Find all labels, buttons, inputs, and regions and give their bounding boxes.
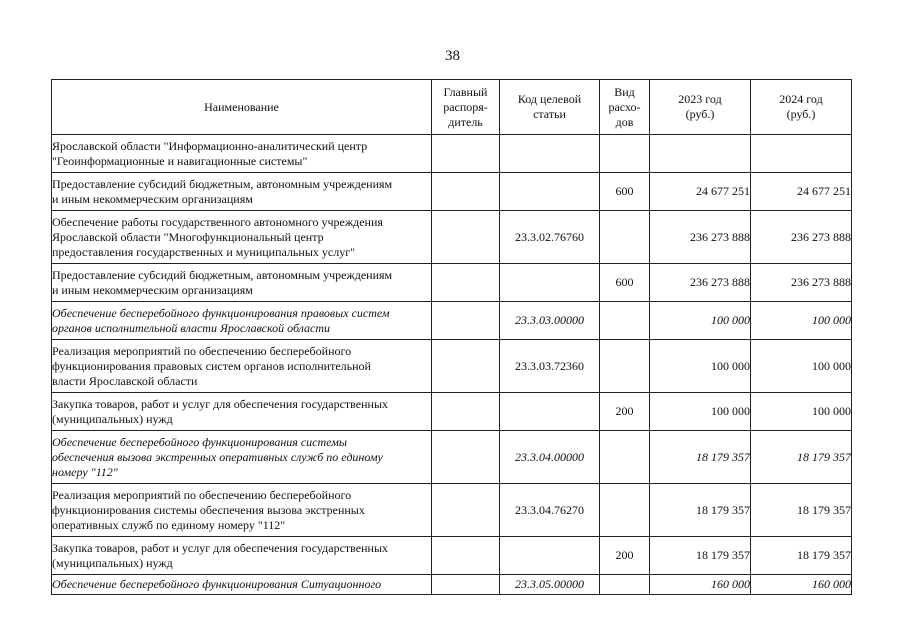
header-kind: Вид расхо- дов	[600, 80, 650, 135]
table-header-row	[52, 80, 852, 135]
row-kind: 200	[600, 393, 650, 431]
header-chief: Главный распоря- дитель	[432, 80, 500, 135]
row-name-line: Ярославской области "Информационно-аналитический центр	[52, 138, 368, 153]
table-row	[52, 211, 852, 264]
row-kind	[600, 302, 650, 340]
row-name-line: власти Ярославской области	[52, 373, 198, 388]
row-amount-2023: 100 000	[650, 393, 751, 431]
row-name	[52, 575, 432, 595]
row-name-line: номеру "112"	[52, 464, 118, 479]
row-code: 23.3.05.00000	[500, 575, 600, 595]
header-2024: 2024 год (руб.)	[751, 80, 852, 135]
row-code: 23.3.04.00000	[500, 431, 600, 484]
row-amount-2023: 160 000	[650, 575, 751, 595]
row-name-line: органов исполнительной власти Ярославской области	[52, 320, 331, 335]
row-amount-2024: 18 179 357	[751, 431, 852, 484]
header-code: Код целевой статьи	[500, 80, 600, 135]
row-chief	[432, 211, 500, 264]
row-code	[500, 393, 600, 431]
row-name	[52, 302, 432, 340]
row-code: 23.3.03.00000	[500, 302, 600, 340]
row-chief	[432, 302, 500, 340]
row-kind	[600, 575, 650, 595]
row-name-line: Обеспечение бесперебойного функционирования системы	[52, 434, 347, 449]
row-name-line: (муниципальных) нужд	[52, 555, 173, 570]
row-amount-2024: 24 677 251	[751, 173, 852, 211]
row-amount-2024: 236 273 888	[751, 211, 852, 264]
row-amount-2023	[650, 135, 751, 173]
table-row	[52, 393, 852, 431]
header-2023: 2023 год (руб.)	[650, 80, 751, 135]
row-amount-2023: 100 000	[650, 302, 751, 340]
row-name-line: "Геоинформационные и навигационные системы"	[52, 153, 308, 168]
row-kind	[600, 340, 650, 393]
row-amount-2023: 100 000	[650, 340, 751, 393]
row-name-line: Реализация мероприятий по обеспечению бесперебойного	[52, 343, 352, 358]
row-amount-2024: 100 000	[751, 340, 852, 393]
table-body	[52, 135, 852, 595]
row-name-line: функционирования правовых систем органов исполнительной	[52, 358, 371, 373]
row-amount-2024	[751, 135, 852, 173]
row-name-line: обеспечения вызова экстренных оперативных служб по единому	[52, 449, 383, 464]
row-chief	[432, 264, 500, 302]
table-row	[52, 135, 852, 173]
row-kind	[600, 211, 650, 264]
row-name-line: оперативных служб по единому номеру "112"	[52, 517, 286, 532]
row-chief	[432, 135, 500, 173]
row-code	[500, 537, 600, 575]
row-code: 23.3.03.72360	[500, 340, 600, 393]
row-name	[52, 211, 432, 264]
row-name	[52, 431, 432, 484]
table-row	[52, 431, 852, 484]
row-code: 23.3.02.76760	[500, 211, 600, 264]
table-row	[52, 537, 852, 575]
row-name	[52, 537, 432, 575]
row-amount-2023: 18 179 357	[650, 484, 751, 537]
row-kind	[600, 484, 650, 537]
row-name-line: Обеспечение работы государственного автономного учреждения	[52, 214, 383, 229]
row-kind	[600, 135, 650, 173]
table-row	[52, 173, 852, 211]
table-row	[52, 340, 852, 393]
row-name-line: (муниципальных) нужд	[52, 411, 173, 426]
row-amount-2023: 24 677 251	[650, 173, 751, 211]
row-name-line: Обеспечение бесперебойного функционирования правовых систем	[52, 305, 390, 320]
row-name-line: и иным некоммерческим организациям	[52, 191, 253, 206]
row-name	[52, 484, 432, 537]
row-amount-2023: 18 179 357	[650, 431, 751, 484]
row-name-line: Предоставление субсидий бюджетным, автономным учреждениям	[52, 176, 393, 191]
row-name-line: Ярославской области "Многофункциональный центр	[52, 229, 324, 244]
table-row	[52, 484, 852, 537]
row-kind: 600	[600, 264, 650, 302]
row-name-line: Обеспечение бесперебойного функционирования Ситуационного	[52, 577, 382, 591]
row-name-line: Предоставление субсидий бюджетным, автономным учреждениям	[52, 267, 393, 282]
row-code	[500, 173, 600, 211]
row-amount-2024: 100 000	[751, 393, 852, 431]
row-kind: 600	[600, 173, 650, 211]
row-name	[52, 340, 432, 393]
row-kind: 200	[600, 537, 650, 575]
page-number: 38	[445, 48, 460, 64]
row-amount-2023: 236 273 888	[650, 264, 751, 302]
table-row	[52, 575, 852, 595]
table-row	[52, 302, 852, 340]
row-name-line: и иным некоммерческим организациям	[52, 282, 253, 297]
table-row	[52, 264, 852, 302]
row-name-line: Реализация мероприятий по обеспечению бесперебойного	[52, 487, 352, 502]
row-name	[52, 264, 432, 302]
row-amount-2024: 100 000	[751, 302, 852, 340]
row-name	[52, 393, 432, 431]
row-amount-2024: 236 273 888	[751, 264, 852, 302]
row-name	[52, 135, 432, 173]
row-amount-2024: 18 179 357	[751, 537, 852, 575]
row-code: 23.3.04.76270	[500, 484, 600, 537]
row-name-line: предоставления государственных и муниципальных услуг"	[52, 244, 356, 259]
header-name: Наименование	[52, 80, 432, 135]
budget-table	[51, 79, 852, 595]
row-kind	[600, 431, 650, 484]
row-name-line: функционирования системы обеспечения вызова экстренных	[52, 502, 365, 517]
row-chief	[432, 431, 500, 484]
row-name	[52, 173, 432, 211]
row-chief	[432, 173, 500, 211]
row-chief	[432, 575, 500, 595]
row-amount-2024: 18 179 357	[751, 484, 852, 537]
row-chief	[432, 537, 500, 575]
row-name-line: Закупка товаров, работ и услуг для обеспечения государственных	[52, 396, 389, 411]
row-chief	[432, 393, 500, 431]
row-code	[500, 264, 600, 302]
row-name-line: Закупка товаров, работ и услуг для обеспечения государственных	[52, 540, 389, 555]
row-chief	[432, 340, 500, 393]
row-chief	[432, 484, 500, 537]
row-code	[500, 135, 600, 173]
row-amount-2023: 236 273 888	[650, 211, 751, 264]
row-amount-2024: 160 000	[751, 575, 852, 595]
row-amount-2023: 18 179 357	[650, 537, 751, 575]
